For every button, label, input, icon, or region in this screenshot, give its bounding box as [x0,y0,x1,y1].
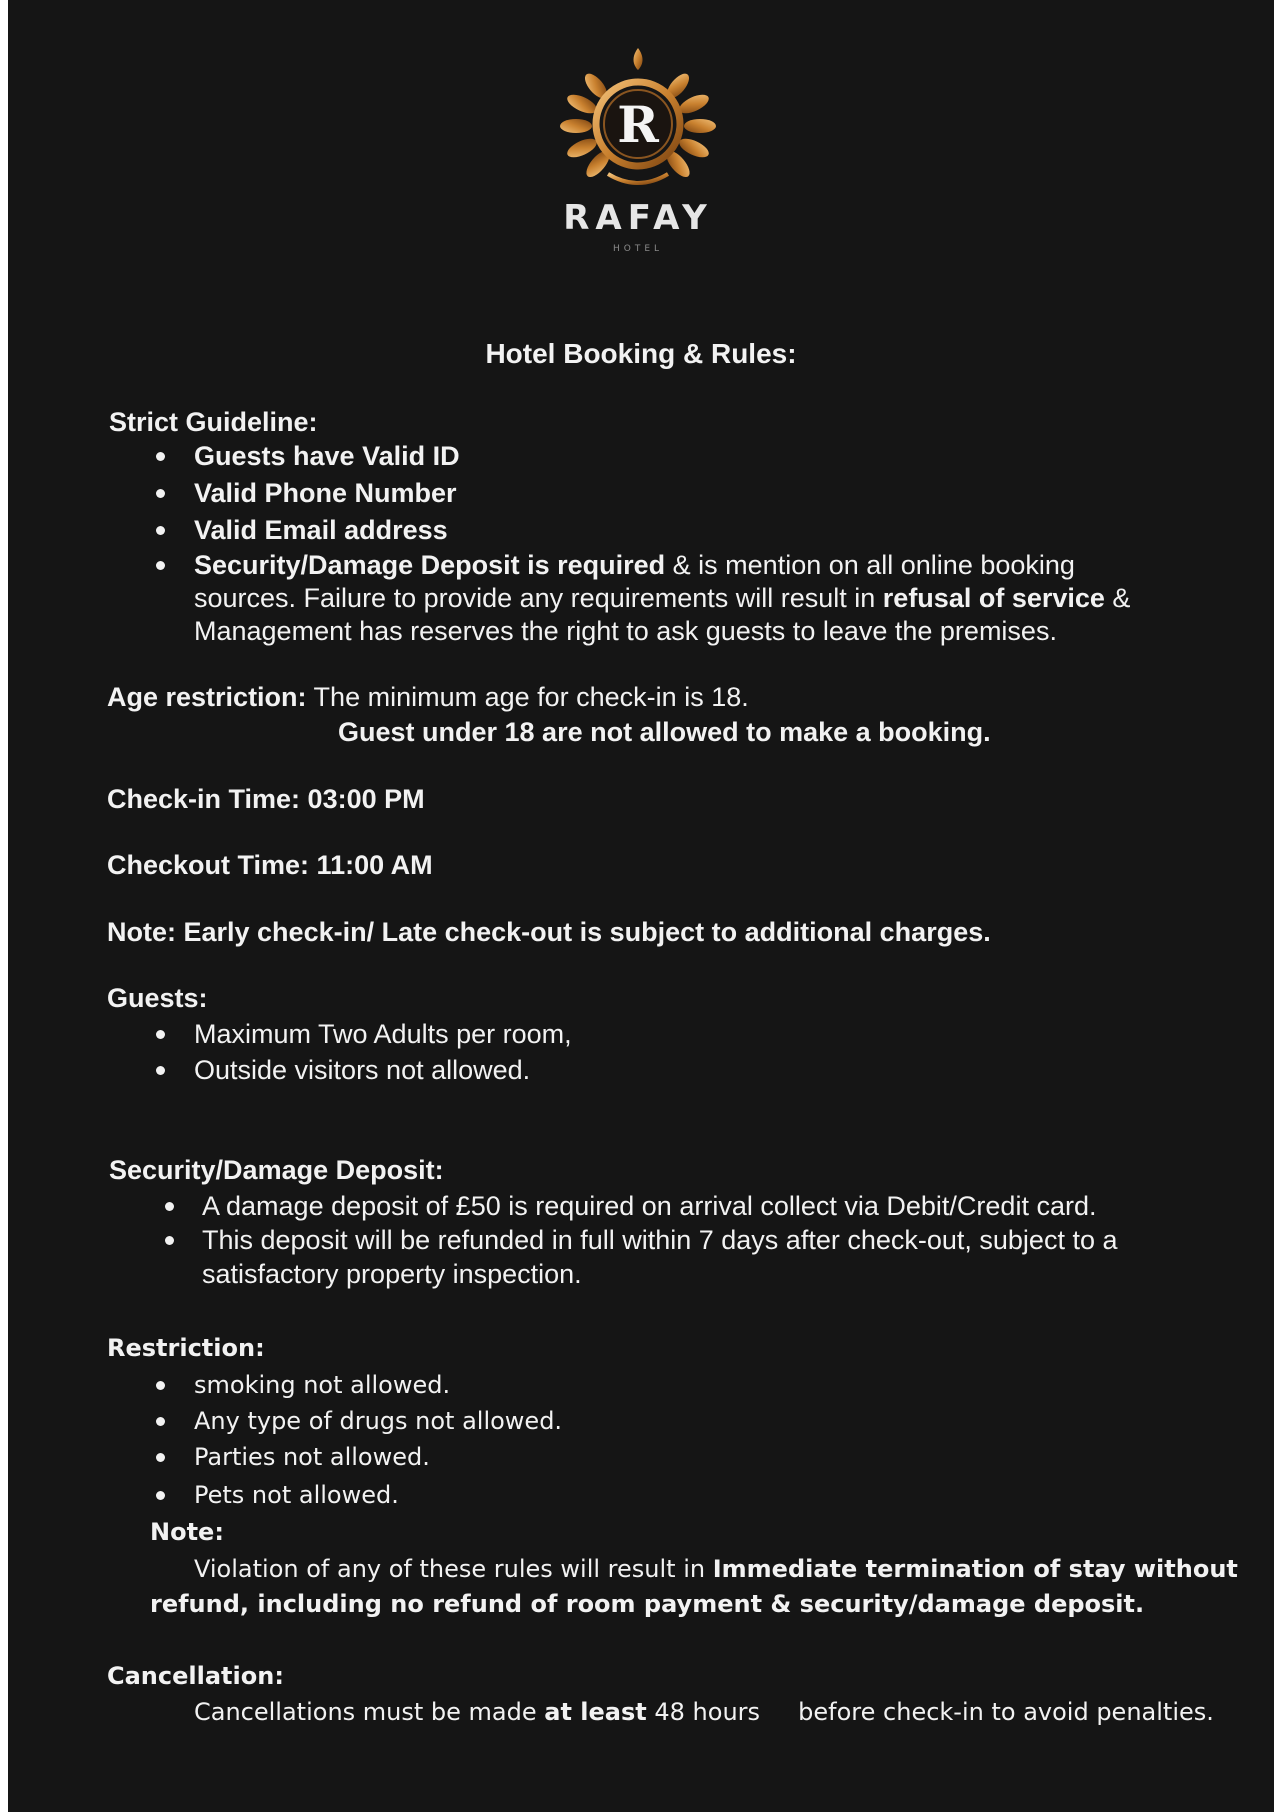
bullet [156,489,165,498]
bullet [156,1453,165,1462]
bullet [156,1066,165,1075]
restriction-note-label: Note: [150,1518,224,1546]
deposit-heading: Security/Damage Deposit: [109,1155,444,1185]
deposit-item: A damage deposit of £50 is required on arrival collect via Debit/Credit card. [202,1191,1097,1221]
bullet [165,1202,174,1211]
bullet [156,1417,165,1426]
restriction-item: Parties not allowed. [194,1443,430,1471]
cancellation-text-b: 48 hours before check-in to avoid penalties. [646,1698,1214,1726]
restriction-item: Any type of drugs not allowed. [194,1407,563,1435]
strict-item: Guests have Valid ID [194,441,460,471]
hotel-logo [538,46,738,261]
strict-heading: Strict Guideline: [109,407,318,437]
bullet [156,1381,165,1390]
age-label: Age restriction: [107,682,307,712]
hotel-sub: HOTEL [612,244,664,254]
restriction-item: Pets not allowed. [194,1481,399,1509]
bullet [156,561,165,570]
restriction-item: smoking not allowed. [194,1371,451,1399]
bullet [156,1491,165,1500]
cancellation-bold: at least [544,1698,647,1726]
page-title: Hotel Booking & Rules: [485,338,797,369]
hotel-name: RAFAY [563,198,713,238]
restriction-heading: Restriction: [107,1334,265,1362]
refusal-bold: refusal of service [882,583,1105,613]
cancellation-text-a: Cancellations must be made [194,1698,545,1726]
guests-item: Outside visitors not allowed. [194,1055,531,1085]
restriction-note-line1 [194,1553,1238,1585]
restriction-note-line2: refund, including no refund of room payment & security/damage deposit. [150,1590,1145,1618]
age-text: The minimum age for check-in is 18. [306,682,749,712]
guests-item: Maximum Two Adults per room, [194,1019,572,1049]
restriction-note-bold: Immediate termination of stay without [712,1555,1238,1583]
bullet [156,1030,165,1039]
deposit-rule-line3: Management has reserves the right to ask guests to leave the premises. [194,616,1057,646]
deposit-rule-bold: Security/Damage Deposit is required [194,550,666,580]
guests-heading: Guests: [107,983,208,1013]
deposit-rule-line2 [194,582,1130,614]
strict-item: Valid Email address [194,515,448,545]
cancellation-heading: Cancellation: [107,1662,284,1690]
restriction-note-text: Violation of any of these rules will result in [194,1555,713,1583]
logo-letter: R [617,95,659,154]
rules-document [8,0,1274,1812]
bullet [156,526,165,535]
early-late-note: Note: Early check-in/ Late check-out is subject to additional charges. [107,917,991,947]
strict-item: Valid Phone Number [194,478,457,508]
bullet [165,1236,174,1245]
deposit-item-cont: satisfactory property inspection. [202,1259,582,1289]
cancellation-text [194,1696,1214,1728]
age-line2: Guest under 18 are not allowed to make a booking. [338,717,991,747]
deposit-rule-text: & [1104,583,1131,613]
bullet [156,452,165,461]
checkout-time: Checkout Time: 11:00 AM [107,850,433,880]
age-restriction [107,681,749,713]
deposit-rule-text: & is mention on all online booking [665,550,1075,580]
deposit-rule-line1 [194,549,1075,581]
deposit-rule-text: sources. Failure to provide any requirements will result in [194,583,883,613]
deposit-item: This deposit will be refunded in full within 7 days after check-out, subject to a [202,1225,1118,1255]
checkin-time: Check-in Time: 03:00 PM [107,784,425,814]
laurel-crest-icon [538,46,738,206]
